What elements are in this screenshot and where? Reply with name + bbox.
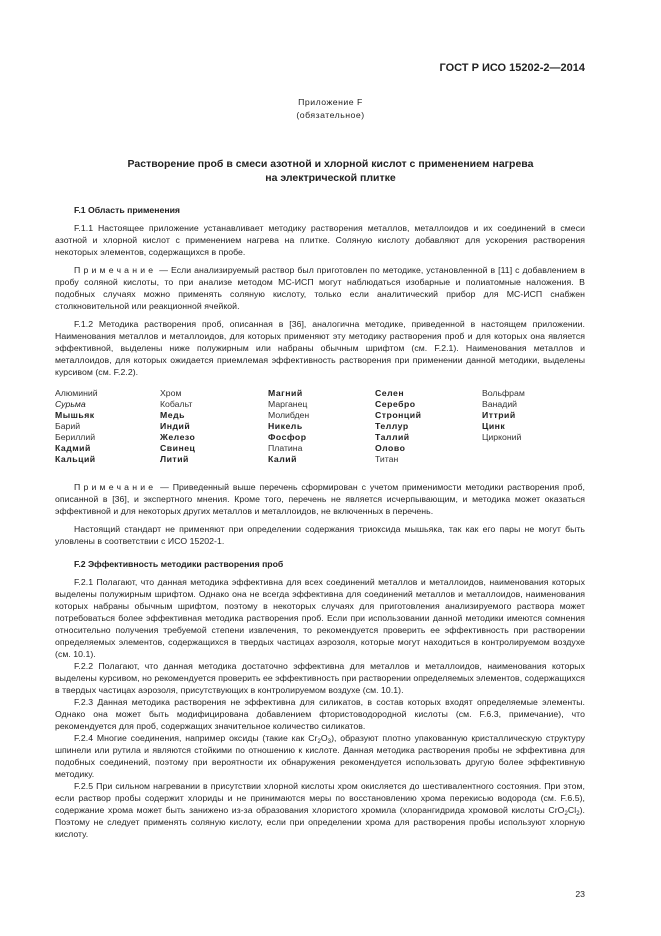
formula-sub: 2 (317, 739, 321, 745)
paragraph-f2-1: F.2.1 Полагают, что данная методика эффективна для всех соединений металлов и металлоидов, наименования которых выделены полужирным шрифтом. Однако она не всегда эффективна для соединений металлов и металлоидов, наименования которых набраны обычным шрифтом, поэтому в некоторых случаях для приготовления анализируемого раствора может потребоваться более эффективная методика растворения проб. Если при использовании данной методики имеются сомнения относительно получения требуемой степени извлечения, то рекомендуется проверить ее эффективность при растворении определяемых элементов, содержащихся в твердых частицах аэрозоля, которые могут находиться в контролируемом воздухе (см. 10.1). (55, 577, 585, 659)
element-name: Молибден (268, 410, 310, 420)
annex-status: (обязательное) (296, 110, 365, 120)
element-name: Кальций (55, 454, 96, 464)
element-name: Олово (375, 443, 406, 453)
element-name: Платина (268, 443, 303, 453)
formula-sub: 3 (327, 739, 332, 745)
paragraph-f2-3: F.2.3 Данная методика растворения не эффективна для силикатов, в состав которых входят определяемые элементы. Однако она может быть модифицирована добавлением фтористоводородной кислоты (см. F.6.3, примечание), что рекомендуется для проб, содержащих значительное количество силикатов. (55, 697, 585, 731)
elements-column (268, 388, 375, 465)
title-line-1: Растворение проб в смеси азотной и хлорной кислот с применением нагрева (127, 158, 534, 170)
formula-part: O (320, 733, 328, 743)
formula-sub: 2 (576, 811, 580, 817)
element-name: Никель (268, 421, 303, 431)
element-name: Индий (160, 421, 191, 431)
paragraph-f1-2: F.1.2 Методика растворения проб, описанная в [36], аналогична методике, приведенной в настоящем приложении. Наименования металлов и металлоидов, для которых применяют эту методику растворения проб и для которых она является эффективной, выделены ниже полужирным или набраны обычным шрифтом (см. F.2.1). Наименования металлов и металлоидов, для которых ожидается приемлемая эффективность растворения при применении данной методики, выделены курсивом (см. F.2.2). (55, 319, 585, 377)
note-text: — Приведенный выше перечень сформирован с учетом применимости методики растворения проб, описанной в [36], и экспертного мнения. Кроме того, перечень не является исчерпывающим, и методика может оказаться эффективной и для некоторых других металлов и металлоидов, не включенных в перечень. (55, 482, 585, 516)
element-name: Фосфор (268, 432, 307, 442)
element-name: Теллур (375, 421, 409, 431)
element-name: Цирконий (482, 432, 522, 442)
f2-body (55, 576, 585, 840)
element-name: Марганец (268, 399, 308, 409)
element-name: Титан (375, 454, 399, 464)
element-name: Стронций (375, 410, 422, 420)
formula-cr2o3 (308, 733, 331, 743)
note-label: Примечание (74, 265, 157, 275)
elements-column (482, 388, 585, 465)
element-name: Кадмий (55, 443, 91, 453)
note-label: Примечание (74, 482, 157, 492)
element-name: Иттрий (482, 410, 516, 420)
text: ), образуют плотно упакованную кристаллическую структуру шпинели или рутила и являются стойкими по отношению к кислоте. Данная методика растворения пробы не эффективна для подобных соединений, поэтому при вероятности их обнаружения рекомендуется использовать другую более эффективную методику. (55, 733, 586, 779)
element-name: Свинец (160, 443, 196, 453)
element-name: Селен (375, 388, 405, 398)
text: F.2.5 При сильном нагревании в присутствии хлорной кислоты хром окисляется до шестивалентного состояния. При этом, если раствор пробы содержит хлориды и не принимаются меры по восстановлению хрома перекисью водорода (см. F.6.5), содержание хрома может быть занижено из-за образования хлористого хромила (хлорангидрида хромовой кислоты (55, 781, 585, 815)
paragraph-f1-1: F.1.1 Настоящее приложение устанавливает методику растворения металлов, металлоидов и их соединений в смеси азотной и хлорной кислот с применением нагрева на плитке. Соляную кислоту добавляют для ускорения растворения некоторых элементов, содержащихся в пробе. (55, 223, 585, 257)
section-heading-f1: F.1 Область применения (74, 205, 180, 215)
element-name: Хром (160, 388, 182, 398)
paragraph-f2-4 (55, 732, 585, 780)
section-heading-f2: F.2 Эффективность методики растворения проб (74, 559, 284, 569)
element-name: Магний (268, 388, 303, 398)
formula-cro2cl2 (548, 805, 579, 815)
page-body (55, 204, 585, 900)
formula-part: Cl (567, 805, 577, 815)
element-name: Сурьма (55, 399, 86, 409)
element-name: Железо (160, 432, 196, 442)
formula-part: Cr (308, 733, 318, 743)
element-name: Цинк (482, 421, 506, 431)
formula-part: CrO (548, 805, 565, 815)
formula-sub: 2 (564, 811, 568, 817)
element-name: Алюминий (55, 388, 98, 398)
elements-column (55, 388, 160, 465)
title-line-2: на электрической плитке (265, 172, 396, 184)
element-name: Калий (268, 454, 297, 464)
element-name: Вольфрам (482, 388, 525, 398)
element-name: Серебро (375, 399, 416, 409)
annex-label: Приложение F (298, 97, 363, 107)
element-name: Мышьяк (55, 410, 95, 420)
annex-block (0, 96, 661, 122)
elements-column (160, 388, 268, 465)
element-name: Бериллий (55, 432, 96, 442)
paragraph-f2-5 (55, 780, 585, 840)
document-id: ГОСТ Р ИСО 15202-2—2014 (439, 62, 585, 74)
elements-column (375, 388, 482, 465)
text: ). Поэтому не следует применять соляную кислоту, если при определении хрома для растворения пробы используют хлорную кислоту. (55, 805, 585, 839)
elements-list (55, 388, 585, 465)
note-text: — Если анализируемый раствор был приготовлен по методике, установленной в [11] с добавлением в пробу соляной кислоты, то при анализе методом МС-ИСП могут наблюдаться изобарные и полиатомные наложения. В подобных случаях можно применять соляную кислоту, только если аналитический прибор для МС-ИСП снабжен столкновительной или реакционной ячейкой. (55, 265, 585, 311)
element-name: Таллий (375, 432, 410, 442)
element-name: Кобальт (160, 399, 193, 409)
page-title (0, 157, 661, 185)
element-name: Ванадий (482, 399, 518, 409)
paragraph-f1-3: Настоящий стандарт не применяют при определении содержания триоксида мышьяка, так как его пары не могут быть уловлены в соответствии с ИСО 15202-1. (55, 524, 585, 546)
page-number: 23 (575, 889, 585, 899)
element-name: Барий (55, 421, 81, 431)
element-name: Медь (160, 410, 185, 420)
text: F.2.4 Многие соединения, например оксиды (такие как (74, 733, 309, 743)
element-name: Литий (160, 454, 189, 464)
note-1 (55, 264, 585, 312)
note-2 (55, 481, 585, 517)
paragraph-f2-2: F.2.2 Полагают, что данная методика достаточно эффективна для металлов и металлоидов, наименования которых выделены курсивом, но рекомендуется проверить ее эффективность при растворении определяемых элементов, содержащихся в твердых частицах аэрозоля, присутствующих в контролируемом воздухе (см. 10.1). (55, 661, 585, 695)
